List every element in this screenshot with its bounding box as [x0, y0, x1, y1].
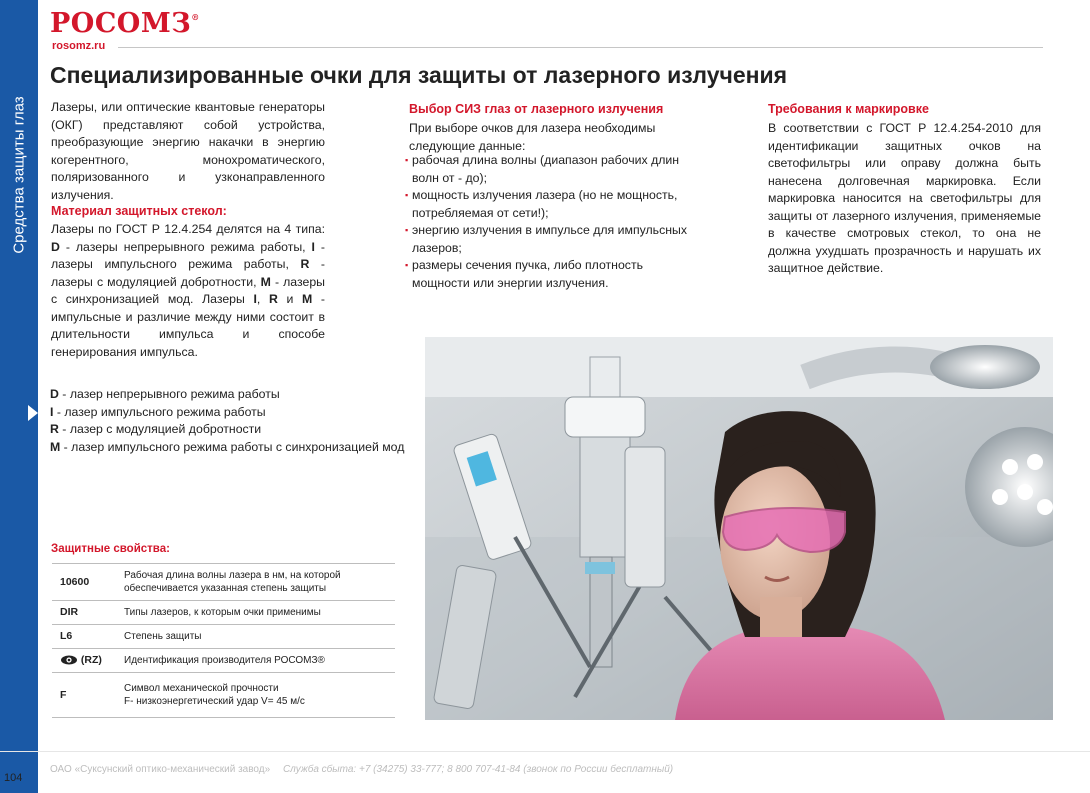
code-r: R — [300, 257, 310, 271]
product-photo — [425, 337, 1053, 720]
material-tail: - импульсные и различие между ними состоит в длительности импульса и способе генерирования импульса. — [51, 292, 326, 359]
brand-logo-text: РОСОМЗ — [50, 8, 192, 39]
marking-paragraph: В соответствии с ГОСТ Р 12.4.254-2010 для идентификации защитных очков на светофильтры или оправу должна быть нанесена долговечная маркировка. Если маркировка наносится на светофильтры для защиты от лазерного излучения, применяемые в качестве смотровых стекол, то она не должна ухудшать прозрачность и нарушать их защитное действие. — [768, 121, 1041, 275]
legend-text: - лазер импульсного режима работы с синхронизацией мод — [60, 439, 405, 454]
sidebar-label: Средства защиты глаз — [10, 96, 28, 254]
laser-type-legend — [50, 386, 404, 456]
footer — [50, 764, 673, 775]
legend-item — [50, 404, 404, 422]
material-intro: Лазеры по ГОСТ Р 12.4.254 делятся на 4 типа: — [51, 222, 325, 236]
code-r-2: R — [268, 292, 278, 306]
property-desc-cell — [120, 673, 395, 718]
photo-illustration — [425, 337, 1053, 720]
property-desc: Рабочая длина волны лазера в нм, на которой обеспечивается указанная степень защиты — [120, 564, 395, 601]
code-i-2: I — [253, 292, 257, 306]
properties-table — [52, 563, 395, 718]
intro-paragraph: Лазеры, или оптические квантовые генераторы (ОКГ) представляют собой устройства, преобразующие энергию накачки в энергию когерентного, монохроматического, поляризованного и узконаправленного излучения. — [51, 100, 325, 202]
legend-item — [50, 421, 404, 439]
property-code: F — [52, 673, 120, 718]
legend-item — [50, 439, 404, 457]
material-m-text: - лазеры с синхронизацией мод. Лазеры — [51, 274, 325, 306]
property-desc: Идентификация производителя РОСОМЗ® — [120, 649, 395, 673]
section-sidebar — [0, 0, 38, 793]
marking-heading: Требования к маркировке — [768, 102, 929, 116]
code-m: M — [260, 274, 271, 289]
property-code: L6 — [52, 625, 120, 649]
property-code: DIR — [52, 601, 120, 625]
legend-text: - лазер с модуляцией добротности — [58, 422, 262, 436]
property-desc: Символ механической прочности — [124, 683, 279, 694]
list-item: ▪ размеры сечения пучка, либо плотность мощности или энергии излучения. — [406, 257, 689, 292]
selection-intro: При выборе очков для лазера необходимы следующие данные: — [409, 121, 656, 153]
footer-divider — [0, 751, 1090, 752]
property-code: 10600 — [52, 564, 120, 601]
material-heading: Материал защитных стекол: — [51, 204, 227, 218]
page-number: 104 — [4, 772, 23, 784]
property-desc: Типы лазеров, к которым очки применимы — [120, 601, 395, 625]
footer-company: ОАО «Суксунский оптико-механический завод» — [50, 764, 271, 775]
table-row — [52, 649, 395, 673]
legend-text: - лазер импульсного режима работы — [53, 404, 266, 419]
legend-item — [50, 386, 404, 404]
brand-registered-mark: ® — [191, 12, 200, 22]
list-item: ▪ мощность излучения лазера (но не мощность, потребляемая от сети!); — [406, 187, 689, 222]
property-desc-extra: F- низкоэнергетический удар V= 45 м/с — [124, 696, 305, 707]
eye-icon — [60, 655, 78, 665]
brand-site: rosomz.ru — [52, 40, 106, 52]
property-code: (RZ) — [80, 654, 102, 666]
legend-code: M — [50, 439, 61, 454]
table-row — [52, 601, 395, 625]
sidebar-label-wrap — [0, 0, 38, 330]
sidebar-notch — [28, 405, 38, 421]
property-desc: Степень защиты — [120, 625, 395, 649]
selection-heading: Выбор СИЗ глаз от лазерного излучения — [409, 102, 664, 116]
material-d-text: - лазеры непрерывного режима работы, — [59, 239, 312, 254]
list-item: ▪ энергию излучения в импульсе для импульсных лазеров; — [406, 222, 689, 257]
code-m-2: M — [302, 292, 313, 306]
page-title: Специализированные очки для защиты от лазерного излучения — [50, 62, 788, 88]
table-row — [52, 564, 395, 601]
legend-code: D — [50, 387, 59, 401]
property-code-cell — [52, 649, 120, 673]
code-i: I — [311, 239, 315, 254]
code-d: D — [51, 239, 60, 254]
material-i-text: - лазеры импульсного режима работы, — [51, 239, 325, 271]
list-item: ▪ рабочая длина волны (диапазон рабочих длин волн от - до); — [406, 152, 689, 187]
material-r-text: - лазеры с модуляцией добротности, — [51, 257, 326, 289]
brand-logo — [50, 8, 200, 39]
material-and: и — [277, 292, 303, 306]
header-divider — [118, 47, 1043, 48]
table-row — [52, 625, 395, 649]
legend-code: R — [50, 422, 59, 436]
legend-text: - лазер непрерывного режима работы — [58, 387, 280, 401]
footer-service: Служба сбыта: +7 (34275) 33-777; 8 800 707-41-84 (звонок по России бесплатный) — [282, 764, 674, 775]
material-comma: , — [256, 292, 269, 306]
material-paragraph — [51, 221, 325, 361]
legend-code: I — [50, 404, 54, 419]
table-row — [52, 673, 395, 718]
properties-heading: Защитные свойства: — [51, 543, 170, 555]
selection-list — [406, 152, 689, 292]
